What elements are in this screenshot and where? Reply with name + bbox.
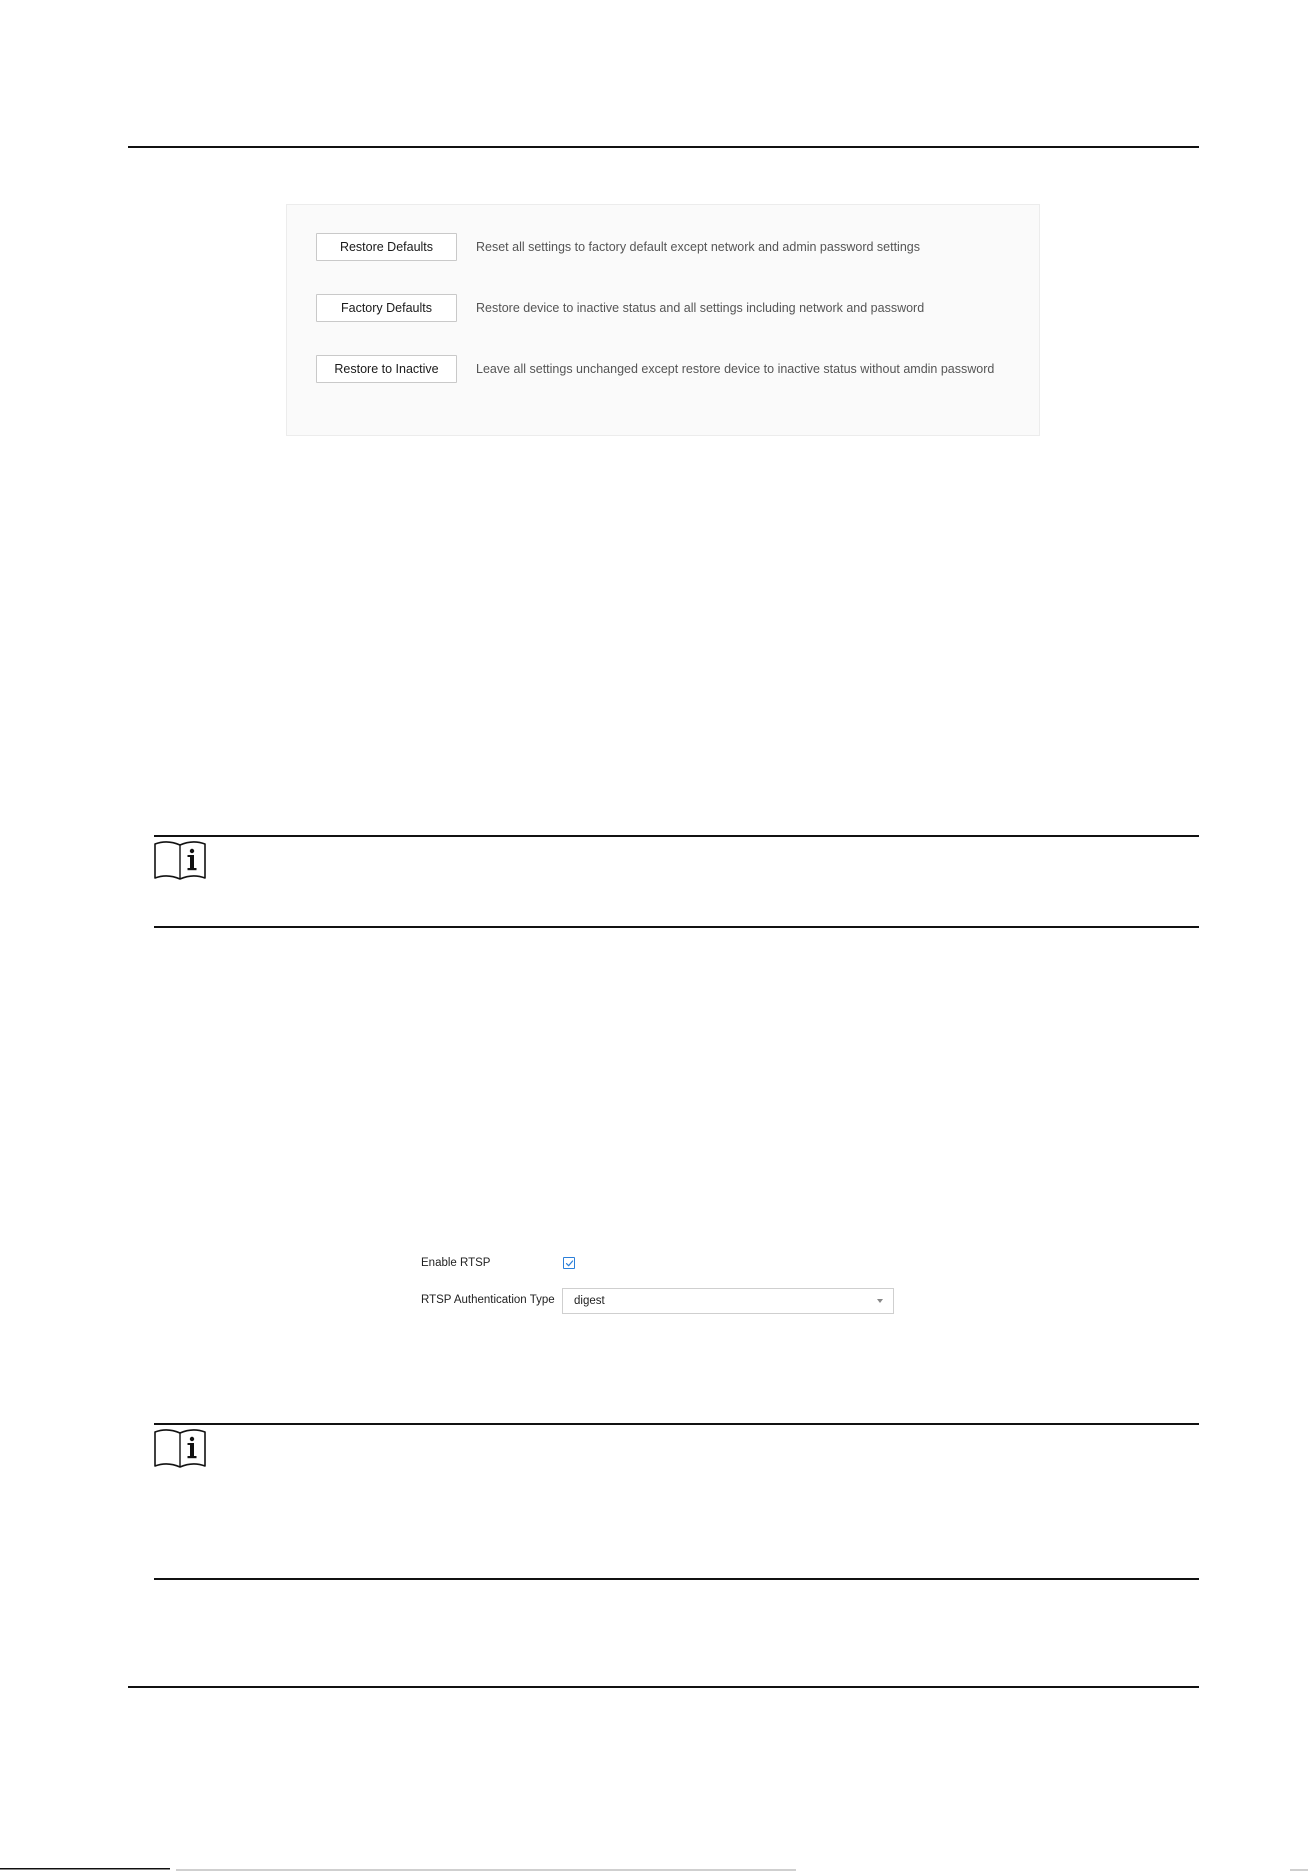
note-top-rule [154, 835, 1199, 837]
rtsp-auth-type-label: RTSP Authentication Type [421, 1294, 555, 1306]
note-top-rule [154, 1423, 1199, 1425]
chevron-down-icon [877, 1299, 883, 1303]
restore-to-inactive-description: Leave all settings unchanged except restore device to inactive status without amdin password [476, 362, 995, 376]
rtsp-auth-type-value: digest [574, 1295, 605, 1307]
restore-defaults-description: Reset all settings to factory default except network and admin password settings [476, 240, 920, 254]
header-rule [128, 146, 1199, 148]
enable-rtsp-checkbox[interactable] [563, 1257, 575, 1269]
rtsp-auth-type-select[interactable] [562, 1288, 894, 1314]
note-book-info-icon [153, 1428, 207, 1470]
note-bottom-rule [154, 1578, 1199, 1580]
restore-row-factory [316, 294, 924, 322]
restore-defaults-panel [286, 204, 1040, 436]
footer-rule [128, 1686, 1199, 1688]
footer-clipped-text [0, 1866, 1313, 1873]
factory-defaults-button[interactable]: Factory Defaults [316, 294, 457, 322]
restore-to-inactive-button[interactable]: Restore to Inactive [316, 355, 457, 383]
restore-defaults-button[interactable]: Restore Defaults [316, 233, 457, 261]
restore-row-defaults [316, 233, 920, 261]
factory-defaults-description: Restore device to inactive status and all settings including network and password [476, 301, 925, 315]
note-bottom-rule [154, 926, 1199, 928]
enable-rtsp-label: Enable RTSP [421, 1257, 491, 1269]
checkmark-icon [565, 1259, 574, 1268]
restore-row-inactive [316, 355, 994, 383]
note-book-info-icon [153, 840, 207, 882]
